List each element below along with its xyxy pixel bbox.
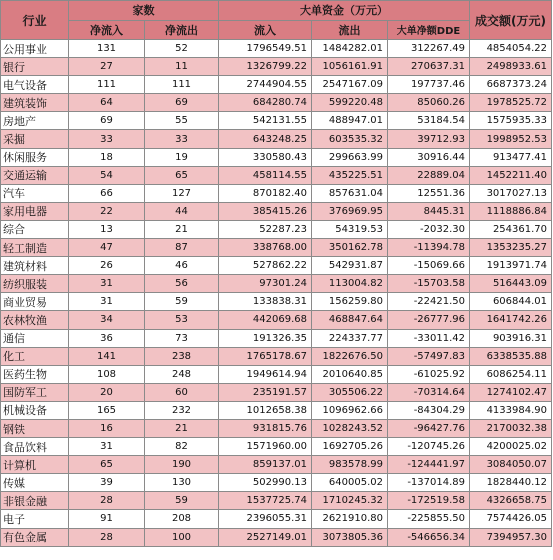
table-row [1,329,552,347]
cell-net-out-count: 82 [145,438,219,456]
cell-big-net: 8445.31 [388,202,470,220]
cell-inflow: 527862.22 [219,257,312,275]
cell-industry: 家用电器 [1,202,69,220]
cell-net-in-count: 26 [69,257,145,275]
cell-turnover: 2170032.38 [470,419,552,437]
cell-net-out-count: 130 [145,474,219,492]
table-row [1,40,552,58]
cell-inflow: 1537725.74 [219,492,312,510]
cell-net-in-count: 131 [69,40,145,58]
cell-industry: 计算机 [1,456,69,474]
cell-turnover: 1118886.84 [470,202,552,220]
cell-outflow: 599220.48 [312,94,388,112]
cell-outflow: 2621910.80 [312,510,388,528]
cell-industry: 电子 [1,510,69,528]
cell-net-in-count: 36 [69,329,145,347]
cell-net-out-count: 52 [145,40,219,58]
cell-outflow: 376969.95 [312,202,388,220]
cell-inflow: 2396055.31 [219,510,312,528]
cell-net-in-count: 18 [69,148,145,166]
cell-turnover: 6338535.88 [470,347,552,365]
cell-turnover: 913477.41 [470,148,552,166]
cell-turnover: 2498933.61 [470,58,552,76]
cell-turnover: 1913971.74 [470,257,552,275]
table-row [1,257,552,275]
cell-industry: 商业贸易 [1,293,69,311]
cell-net-out-count: 11 [145,58,219,76]
cell-big-net: -2032.30 [388,220,470,238]
table-row [1,293,552,311]
cell-inflow: 52287.23 [219,220,312,238]
table-row [1,76,552,94]
header-turnover: 成交额(万元) [470,1,552,40]
cell-industry: 综合 [1,220,69,238]
cell-inflow: 502990.13 [219,474,312,492]
cell-outflow: 224337.77 [312,329,388,347]
cell-inflow: 235191.57 [219,383,312,401]
cell-net-in-count: 141 [69,347,145,365]
cell-big-net: -172519.58 [388,492,470,510]
cell-net-in-count: 64 [69,94,145,112]
cell-inflow: 1949614.94 [219,365,312,383]
cell-inflow: 1796549.51 [219,40,312,58]
cell-big-net: -61025.92 [388,365,470,383]
cell-net-out-count: 59 [145,293,219,311]
cell-outflow: 1096962.66 [312,401,388,419]
cell-big-net: -124441.97 [388,456,470,474]
cell-industry: 轻工制造 [1,239,69,257]
cell-net-in-count: 28 [69,492,145,510]
cell-big-net: 22889.04 [388,166,470,184]
cell-inflow: 330580.43 [219,148,312,166]
cell-net-in-count: 66 [69,184,145,202]
table-row [1,383,552,401]
cell-big-net: -546656.34 [388,528,470,546]
table-row [1,492,552,510]
cell-turnover: 1575935.33 [470,112,552,130]
cell-net-in-count: 28 [69,528,145,546]
cell-industry: 食品饮料 [1,438,69,456]
cell-turnover: 1353235.27 [470,239,552,257]
cell-outflow: 603535.32 [312,130,388,148]
cell-outflow: 305506.22 [312,383,388,401]
cell-outflow: 542931.87 [312,257,388,275]
cell-inflow: 338768.00 [219,239,312,257]
cell-net-out-count: 73 [145,329,219,347]
cell-big-net: 12551.36 [388,184,470,202]
cell-turnover: 1641742.26 [470,311,552,329]
cell-net-out-count: 33 [145,130,219,148]
cell-net-out-count: 46 [145,257,219,275]
cell-industry: 医药生物 [1,365,69,383]
cell-outflow: 1484282.01 [312,40,388,58]
cell-big-net: -15703.58 [388,275,470,293]
cell-outflow: 2547167.09 [312,76,388,94]
cell-turnover: 1452211.40 [470,166,552,184]
table-row [1,58,552,76]
cell-turnover: 4133984.90 [470,401,552,419]
cell-net-in-count: 34 [69,311,145,329]
cell-net-in-count: 31 [69,438,145,456]
table-row [1,419,552,437]
cell-inflow: 2527149.01 [219,528,312,546]
cell-net-in-count: 39 [69,474,145,492]
cell-net-out-count: 100 [145,528,219,546]
cell-net-out-count: 60 [145,383,219,401]
cell-turnover: 4200025.02 [470,438,552,456]
cell-net-out-count: 44 [145,202,219,220]
cell-net-in-count: 111 [69,76,145,94]
cell-net-in-count: 27 [69,58,145,76]
cell-inflow: 859137.01 [219,456,312,474]
cell-turnover: 4854054.22 [470,40,552,58]
header-net-in: 净流入 [69,20,145,40]
header-inflow: 流入 [219,20,312,40]
cell-industry: 机械设备 [1,401,69,419]
cell-net-out-count: 208 [145,510,219,528]
cell-turnover: 903916.31 [470,329,552,347]
cell-turnover: 1978525.72 [470,94,552,112]
cell-big-net: -96427.76 [388,419,470,437]
cell-inflow: 643248.25 [219,130,312,148]
cell-outflow: 3073805.36 [312,528,388,546]
header-net-out: 净流出 [145,20,219,40]
table-row [1,130,552,148]
cell-net-in-count: 91 [69,510,145,528]
cell-net-out-count: 232 [145,401,219,419]
cell-inflow: 1571960.00 [219,438,312,456]
table-row [1,510,552,528]
cell-big-net: -84304.29 [388,401,470,419]
cell-inflow: 1326799.22 [219,58,312,76]
cell-industry: 钢铁 [1,419,69,437]
cell-turnover: 7574426.05 [470,510,552,528]
cell-turnover: 254361.70 [470,220,552,238]
cell-big-net: 197737.46 [388,76,470,94]
cell-net-out-count: 59 [145,492,219,510]
cell-big-net: -26777.96 [388,311,470,329]
cell-net-out-count: 21 [145,419,219,437]
cell-net-in-count: 69 [69,112,145,130]
cell-inflow: 684280.74 [219,94,312,112]
cell-outflow: 857631.04 [312,184,388,202]
cell-outflow: 113004.82 [312,275,388,293]
cell-outflow: 468847.64 [312,311,388,329]
cell-outflow: 156259.80 [312,293,388,311]
cell-turnover: 7394957.30 [470,528,552,546]
cell-net-in-count: 65 [69,456,145,474]
cell-net-in-count: 47 [69,239,145,257]
cell-outflow: 983578.99 [312,456,388,474]
cell-outflow: 350162.78 [312,239,388,257]
cell-net-out-count: 21 [145,220,219,238]
cell-turnover: 1274102.47 [470,383,552,401]
cell-net-in-count: 20 [69,383,145,401]
table-row [1,112,552,130]
cell-net-in-count: 31 [69,293,145,311]
cell-turnover: 6086254.11 [470,365,552,383]
table-row [1,365,552,383]
cell-net-in-count: 108 [69,365,145,383]
cell-net-in-count: 13 [69,220,145,238]
cell-net-in-count: 33 [69,130,145,148]
cell-inflow: 458114.55 [219,166,312,184]
cell-inflow: 385415.26 [219,202,312,220]
cell-outflow: 1028243.52 [312,419,388,437]
table-row [1,528,552,546]
header-industry: 行业 [1,1,69,40]
cell-net-out-count: 65 [145,166,219,184]
cell-industry: 采掘 [1,130,69,148]
cell-turnover: 606844.01 [470,293,552,311]
cell-outflow: 2010640.85 [312,365,388,383]
cell-industry: 建筑材料 [1,257,69,275]
cell-net-out-count: 248 [145,365,219,383]
cell-net-out-count: 55 [145,112,219,130]
table-row [1,275,552,293]
cell-net-in-count: 54 [69,166,145,184]
cell-big-net: -70314.64 [388,383,470,401]
cell-big-net: 39712.93 [388,130,470,148]
cell-industry: 国防军工 [1,383,69,401]
table-row [1,202,552,220]
cell-net-out-count: 19 [145,148,219,166]
cell-industry: 建筑装饰 [1,94,69,112]
cell-net-out-count: 53 [145,311,219,329]
cell-turnover: 1998952.53 [470,130,552,148]
cell-net-out-count: 69 [145,94,219,112]
cell-inflow: 1012658.38 [219,401,312,419]
cell-outflow: 299663.99 [312,148,388,166]
cell-industry: 休闲服务 [1,148,69,166]
cell-big-net: -225855.50 [388,510,470,528]
cell-outflow: 1822676.50 [312,347,388,365]
cell-big-net: -33011.42 [388,329,470,347]
cell-outflow: 1710245.32 [312,492,388,510]
table-row [1,166,552,184]
cell-industry: 汽车 [1,184,69,202]
header-outflow: 流出 [312,20,388,40]
table-row [1,474,552,492]
cell-inflow: 2744904.55 [219,76,312,94]
cell-turnover: 1828440.12 [470,474,552,492]
cell-turnover: 3084050.07 [470,456,552,474]
cell-outflow: 435225.51 [312,166,388,184]
cell-big-net: -22421.50 [388,293,470,311]
cell-inflow: 870182.40 [219,184,312,202]
table-body [1,40,552,547]
table-row [1,94,552,112]
cell-net-out-count: 111 [145,76,219,94]
cell-industry: 房地产 [1,112,69,130]
table-row [1,438,552,456]
cell-net-out-count: 127 [145,184,219,202]
cell-turnover: 3017027.13 [470,184,552,202]
table-row [1,220,552,238]
cell-industry: 传媒 [1,474,69,492]
cell-outflow: 640005.02 [312,474,388,492]
cell-turnover: 6687373.24 [470,76,552,94]
cell-big-net: 312267.49 [388,40,470,58]
cell-turnover: 516443.09 [470,275,552,293]
table-row [1,456,552,474]
cell-inflow: 1765178.67 [219,347,312,365]
table-row [1,239,552,257]
table-row [1,401,552,419]
cell-net-out-count: 56 [145,275,219,293]
cell-industry: 银行 [1,58,69,76]
header-big-net: 大单净额DDE [388,20,470,40]
cell-inflow: 442069.68 [219,311,312,329]
cell-net-out-count: 190 [145,456,219,474]
cell-turnover: 4326658.75 [470,492,552,510]
header-big-money: 大单资金（万元） [219,1,470,21]
cell-big-net: -15069.66 [388,257,470,275]
cell-outflow: 1056161.91 [312,58,388,76]
cell-big-net: -137014.89 [388,474,470,492]
cell-net-out-count: 238 [145,347,219,365]
cell-industry: 公用事业 [1,40,69,58]
cell-big-net: 53184.54 [388,112,470,130]
cell-industry: 化工 [1,347,69,365]
header-firms: 家数 [69,1,219,21]
cell-industry: 有色金属 [1,528,69,546]
table-row [1,148,552,166]
cell-industry: 电气设备 [1,76,69,94]
cell-industry: 农林牧渔 [1,311,69,329]
cell-industry: 通信 [1,329,69,347]
table-row [1,347,552,365]
cell-outflow: 488947.01 [312,112,388,130]
table-row [1,311,552,329]
cell-big-net: -11394.78 [388,239,470,257]
cell-net-in-count: 165 [69,401,145,419]
cell-industry: 非银金融 [1,492,69,510]
cell-big-net: -120745.26 [388,438,470,456]
cell-industry: 纺织服装 [1,275,69,293]
table-row [1,184,552,202]
cell-inflow: 97301.24 [219,275,312,293]
cell-outflow: 54319.53 [312,220,388,238]
cell-net-in-count: 31 [69,275,145,293]
cell-net-out-count: 87 [145,239,219,257]
cell-net-in-count: 22 [69,202,145,220]
cell-big-net: 30916.44 [388,148,470,166]
cell-inflow: 133838.31 [219,293,312,311]
cell-industry: 交通运输 [1,166,69,184]
cell-net-in-count: 16 [69,419,145,437]
cell-inflow: 931815.76 [219,419,312,437]
cell-big-net: 85060.26 [388,94,470,112]
cell-inflow: 542131.55 [219,112,312,130]
cell-outflow: 1692705.26 [312,438,388,456]
cell-big-net: 270637.31 [388,58,470,76]
cell-big-net: -57497.83 [388,347,470,365]
cell-inflow: 191326.35 [219,329,312,347]
